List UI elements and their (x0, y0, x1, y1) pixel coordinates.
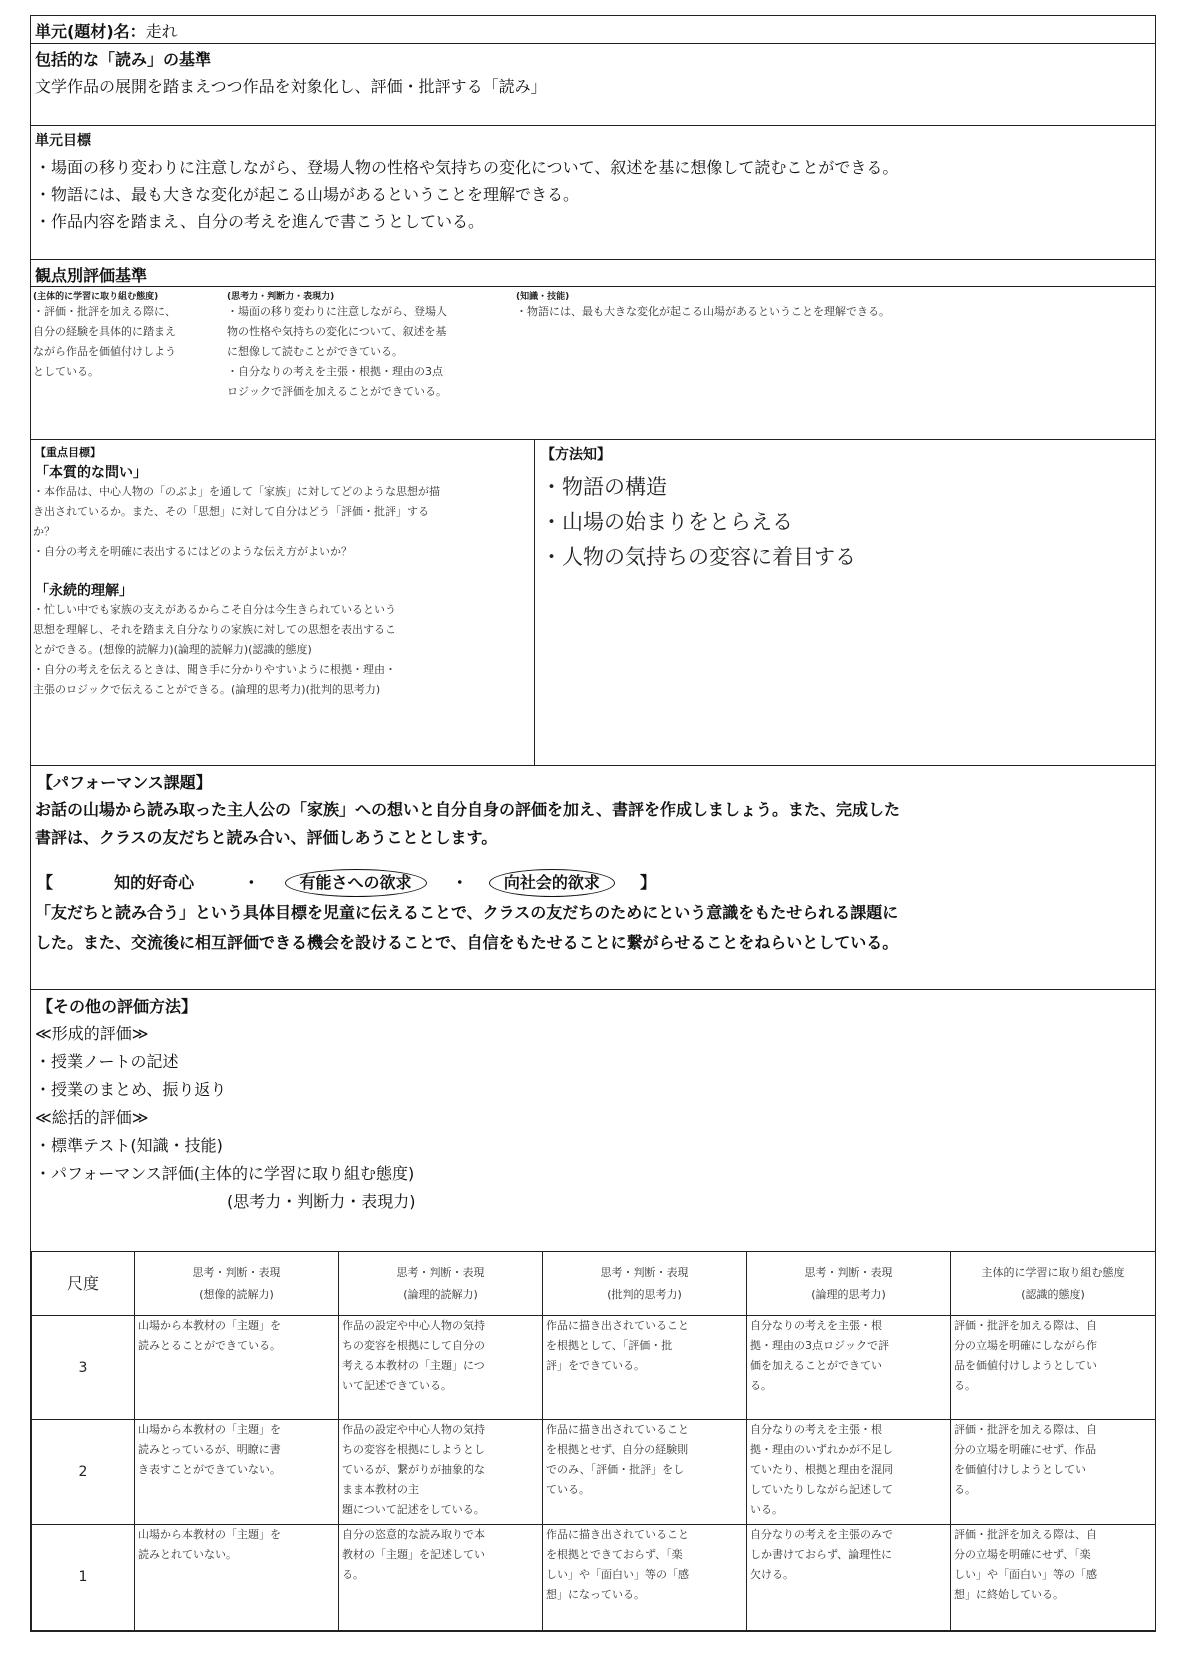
lesson-plan-sheet (30, 15, 1156, 1632)
rubric-cell (135, 1524, 339, 1630)
unit-name: 走れ (145, 22, 178, 41)
criteria-line: に想像して読むことができている。 (227, 345, 403, 358)
cell-line: 山場から本教材の「主題」を (138, 1527, 281, 1541)
cell-line: を根拠とできておらず、「楽 (546, 1547, 683, 1561)
rubric-cell (135, 1316, 339, 1420)
cell-line: 考える本教材の「主題」につ (342, 1359, 485, 1373)
method-item: ・物語の構造 (541, 475, 667, 499)
cell-line: ている。 (546, 1483, 590, 1497)
criteria-line: ロジックで評価を加えることができている。 (227, 385, 447, 398)
cell-line: 評」をできている。 (546, 1359, 645, 1373)
header-line: (批判的思考力) (607, 1287, 682, 1301)
rubric-cell (543, 1420, 747, 1524)
rubric-cell (951, 1420, 1156, 1524)
text-line: 思想を理解し、それを踏まえ自分なりの家族に対しての思想を表出するこ (33, 623, 396, 636)
text-line: ・自分の考えを伝えるときは、聞き手に分かりやすいように根拠・理由・ (33, 663, 396, 676)
cell-line: しか書けておらず、論理性に (750, 1547, 893, 1561)
standard-heading: 包括的な「読み」の基準 (35, 50, 212, 69)
cell-line: る。 (750, 1379, 772, 1393)
unit-title (35, 19, 178, 42)
text-line: き出されているか。また、その「思想」に対して自分はどう「評価・批評」する (33, 505, 429, 518)
rubric-cell (135, 1420, 339, 1524)
criteria-line: ・物語には、最も大きな変化が起こる山場があるということを理解できる。 (516, 305, 890, 318)
header-line: (論理的思考力) (811, 1287, 886, 1301)
method-item: ・山場の始まりをとらえる (541, 510, 793, 534)
rubric-header (339, 1252, 543, 1316)
criteria-line: ながら作品を価値付けしよう (33, 345, 176, 358)
cell-line: 拠・理由のいずれかが不足し (750, 1443, 893, 1457)
other-line: ≪総括的評価≫ (35, 1108, 149, 1127)
note-line: 「友だちと読み合う」という具体目標を児童に伝えることで、クラスの友だちのためにという意識をもたせられる課題に (35, 903, 899, 922)
other-line: ・授業のまとめ、振り返り (35, 1080, 227, 1099)
text-line: ・自分の考えを明確に表出するにはどのような伝え方がよいか？ (33, 545, 352, 558)
cell-line: 自分なりの考えを主張のみで (750, 1527, 893, 1541)
goals-section (31, 126, 1155, 260)
cell-line: 教材の「主題」を記述してい (342, 1547, 485, 1561)
criteria-line: 自分の経験を具体的に踏まえ (33, 325, 176, 338)
criteria-line: としている。 (33, 365, 99, 378)
rubric-header (543, 1252, 747, 1316)
rubric-row-3 (32, 1316, 1156, 1420)
cell-line: でのみ、「評価・批評」をし (546, 1463, 685, 1477)
cell-line: 題について記述をしている。 (342, 1503, 485, 1517)
enduring-understanding-heading: 「永続的理解」 (35, 583, 133, 599)
cell-line: 評価・批評を加える際は、自 (954, 1319, 1097, 1333)
other-list (35, 1020, 416, 1216)
cell-line: ているが、繋がりが抽象的な (342, 1463, 485, 1477)
cell-line: 評価・批評を加える際は、自 (954, 1423, 1097, 1437)
cell-line: まま本教材の主 (342, 1483, 419, 1497)
cell-line: 作品に描き出されていること (546, 1319, 689, 1333)
cell-line: を根拠として、「評価・批 (546, 1339, 673, 1353)
header-line: (認識的態度) (1021, 1287, 1085, 1301)
header-line: (想像的読解力) (199, 1287, 274, 1301)
header-line: 主体的に学習に取り組む態度 (981, 1265, 1125, 1279)
cell-line: 山場から本教材の「主題」を (138, 1319, 281, 1333)
cell-line: ちの変容を根拠にしようとし (342, 1443, 485, 1457)
rubric-header-row (32, 1252, 1156, 1316)
rubric-level: 2 (32, 1420, 135, 1524)
cell-line: 作品の設定や中心人物の気持 (342, 1423, 485, 1437)
cell-line: いる。 (750, 1503, 783, 1517)
criteria-heading-row (31, 260, 1155, 287)
criteria-col-knowledge (516, 289, 1146, 322)
cell-line: 分の立場を明確にしながら作 (954, 1339, 1097, 1353)
cell-line: 作品に描き出されていること (546, 1423, 689, 1437)
performance-section (31, 766, 1155, 990)
rubric-header (135, 1252, 339, 1316)
cell-line: る。 (954, 1379, 976, 1393)
cell-line: 読みとることができている。 (138, 1339, 281, 1353)
unit-section (31, 16, 1155, 44)
method-item: ・人物の気持ちの変容に着目する (541, 545, 856, 569)
rubric-cell (747, 1316, 951, 1420)
bracket-open: 【 (37, 873, 54, 892)
text-line: 主張のロジックで伝えることができる。(論理的思考力)(批判的思考力) (33, 683, 381, 696)
cell-line: 読みとれていない。 (138, 1547, 237, 1561)
focus-method-section (31, 440, 1155, 766)
criteria-col-title: (知識・技能) (516, 292, 570, 302)
rubric-cell (339, 1524, 543, 1630)
motive-curiosity: 知的好奇心 (114, 873, 195, 892)
cell-line: 分の立場を明確にせず、作品 (954, 1443, 1097, 1457)
cell-line: き表すことができていない。 (138, 1463, 281, 1477)
criteria-line: ・自分なりの考えを主張・根拠・理由の3点 (227, 365, 443, 378)
rubric-level: 1 (32, 1524, 135, 1630)
header-line: 思考・判断・表現 (192, 1265, 281, 1279)
goal-item: ・場面の移り変わりに注意しながら、登場人物の性格や気持ちの変化について、叙述を基に想像して読むことができる。 (35, 158, 899, 177)
goals-heading: 単元目標 (35, 133, 91, 149)
rubric-cell (951, 1524, 1156, 1630)
cell-line: る。 (954, 1483, 976, 1497)
header-line: 思考・判断・表現 (804, 1265, 893, 1279)
motive-prosocial-circled: 向社会的欲求 (489, 869, 615, 897)
text-line: とができる。(想像的読解力)(論理的読解力)(認識的態度) (33, 643, 312, 656)
cell-line: 欠ける。 (750, 1567, 794, 1581)
rubric-cell (339, 1316, 543, 1420)
criteria-line: ・評価・批評を加える際に、 (33, 305, 176, 318)
cell-line: る。 (342, 1567, 364, 1581)
enduring-understanding-text (33, 600, 396, 700)
rubric-cell (339, 1420, 543, 1524)
text-line: か？ (33, 525, 55, 538)
other-line: ≪形成的評価≫ (35, 1024, 149, 1043)
cell-line: いて記述できている。 (342, 1379, 452, 1393)
criteria-col-attitude (33, 289, 227, 382)
text-line: ・本作品は、中心人物の「のぶよ」を通して「家族」に対してどのような思想が描 (33, 485, 440, 498)
cell-line: しい」や「面白い」等の「感 (954, 1567, 1097, 1581)
essential-question-heading: 「本質的な問い」 (35, 465, 147, 481)
separator-dot: ・ (451, 873, 468, 892)
rubric-level: 3 (32, 1316, 135, 1420)
task-line: 書評は、クラスの友だちと読み合い、評価しあうこととします。 (35, 828, 498, 847)
cell-line: 想」になっている。 (546, 1587, 645, 1601)
note-line: した。また、交流後に相互評価できる機会を設けることで、自信をもたせることに繋がらせることをねらいとしている。 (35, 933, 899, 952)
criteria-line: ・場面の移り変わりに注意しながら、登場人 (227, 305, 447, 318)
focus-goals (31, 440, 535, 765)
rubric-cell (543, 1524, 747, 1630)
rubric-scale-label: 尺度 (32, 1252, 135, 1316)
header-line: 思考・判断・表現 (600, 1265, 689, 1279)
rubric-header (951, 1252, 1156, 1316)
motive-competence-circled: 有能さへの欲求 (285, 869, 427, 897)
cell-line: 自分なりの考えを主張・根 (750, 1423, 882, 1437)
cell-line: 読みとっているが、明瞭に書 (138, 1443, 281, 1457)
goals-list (35, 154, 898, 235)
cell-line: 自分の恣意的な読み取りで本 (342, 1527, 485, 1541)
standard-section (31, 44, 1155, 126)
performance-note (35, 898, 898, 958)
cell-line: 拠・理由の3点ロジックで評 (750, 1339, 889, 1353)
criteria-line: 物の性格や気持ちの変化について、叙述を基 (227, 325, 447, 338)
header-line: (論理的読解力) (403, 1287, 478, 1301)
rubric-table (31, 1251, 1156, 1631)
cell-line: 分の立場を明確にせず、「楽 (954, 1547, 1091, 1561)
cell-line: 作品の設定や中心人物の気持 (342, 1319, 485, 1333)
cell-line: を根拠とせず、自分の経験則 (546, 1443, 689, 1457)
other-line: ・パフォーマンス評価(主体的に学習に取り組む態度) (35, 1164, 415, 1183)
rubric-cell (543, 1316, 747, 1420)
criteria-col-thinking (227, 289, 515, 402)
task-line: お話の山場から読み取った主人公の「家族」への想いと自分自身の評価を加え、書評を作成しましょう。また、完成した (35, 800, 900, 819)
goal-item: ・作品内容を踏まえ、自分の考えを進んで書こうとしている。 (35, 212, 484, 231)
other-line: (思考力・判断力・表現力) (227, 1192, 416, 1211)
cell-line: 品を価値付けしようとしてい (954, 1359, 1097, 1373)
bracket-close: 】 (640, 873, 657, 892)
other-assessment-section (31, 990, 1155, 1251)
criteria-section (31, 287, 1155, 440)
cell-line: 自分なりの考えを主張・根 (750, 1319, 882, 1333)
cell-line: ちの変容を根拠にして自分の (342, 1339, 485, 1353)
rubric-cell (951, 1316, 1156, 1420)
cell-line: しい」や「面白い」等の「感 (546, 1567, 689, 1581)
focus-heading: 【重点目標】 (35, 446, 101, 459)
separator-dot: ・ (243, 873, 260, 892)
other-line: ・授業ノートの記述 (35, 1052, 179, 1071)
unit-label: 単元(題材)名： (35, 22, 146, 41)
header-line: 思考・判断・表現 (396, 1265, 485, 1279)
performance-heading: 【パフォーマンス課題】 (37, 773, 212, 792)
essential-question-text (33, 482, 440, 562)
criteria-col-title: (主体的に学習に取り組む態度) (33, 292, 159, 302)
rubric-row-1 (32, 1524, 1156, 1630)
method-heading: 【方法知】 (541, 447, 611, 463)
cell-line: を価値付けしようとしてい (954, 1463, 1086, 1477)
method-list (541, 470, 856, 575)
performance-task (35, 796, 900, 852)
cell-line: していたりしながら記述して (750, 1483, 893, 1497)
text-line: ・忙しい中でも家族の支えがあるからこそ自分は今生きられているという (33, 603, 396, 616)
cell-line: 作品に描き出されていること (546, 1527, 689, 1541)
cell-line: 山場から本教材の「主題」を (138, 1423, 281, 1437)
motivation-row (37, 868, 656, 898)
method-knowledge (535, 440, 1155, 765)
goal-item: ・物語には、最も大きな変化が起こる山場があるということを理解できる。 (35, 185, 580, 204)
rubric-header (747, 1252, 951, 1316)
cell-line: ていたり、根拠と理由を混同 (750, 1463, 893, 1477)
cell-line: 価を加えることができてい (750, 1359, 882, 1373)
rubric-cell (747, 1420, 951, 1524)
standard-text: 文学作品の展開を踏まえつつ作品を対象化し、評価・批評する「読み」 (35, 77, 547, 96)
rubric-row-2 (32, 1420, 1156, 1524)
other-line: ・標準テスト(知識・技能) (35, 1136, 223, 1155)
criteria-col-title: (思考力・判断力・表現力) (227, 292, 335, 302)
cell-line: 評価・批評を加える際は、自 (954, 1527, 1097, 1541)
rubric-cell (747, 1524, 951, 1630)
other-heading: 【その他の評価方法】 (37, 997, 198, 1016)
cell-line: 想」に終始している。 (954, 1587, 1064, 1601)
criteria-heading: 観点別評価基準 (35, 266, 148, 285)
